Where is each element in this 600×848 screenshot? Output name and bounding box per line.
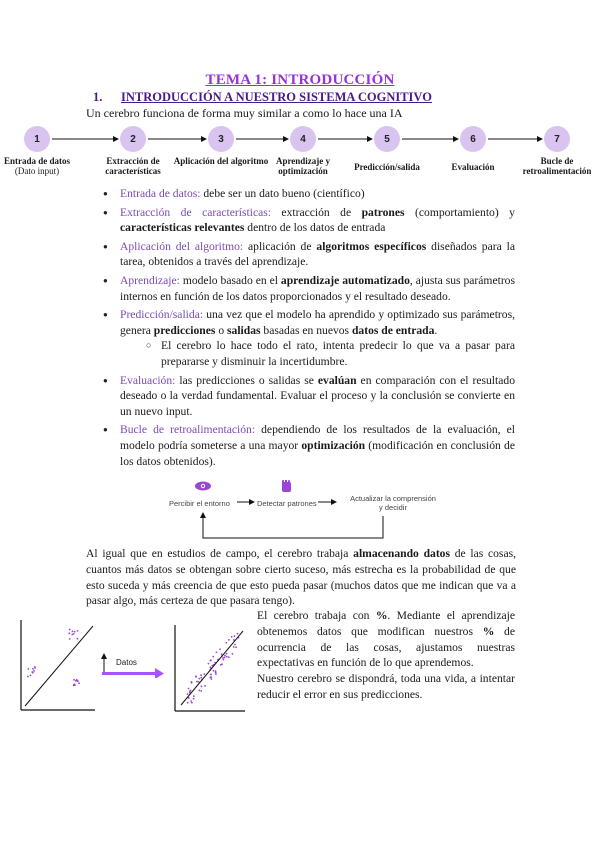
text: o — [215, 323, 228, 337]
step-circle-4: 4 — [290, 126, 316, 152]
keyword: algoritmos específicos — [316, 239, 427, 253]
section-heading — [93, 90, 432, 105]
scatter-dot — [191, 682, 193, 684]
step-label-7 — [509, 156, 600, 176]
scatter-dot — [196, 681, 198, 683]
scatter-dot — [189, 691, 191, 693]
text: una vez que el modelo ha aprendido y optimizado sus parámetros, genera — [120, 308, 515, 337]
scatter-dot — [216, 651, 218, 653]
keyword: aprendizaje automatizado — [280, 273, 410, 287]
scatter-dot — [198, 678, 200, 680]
scatter-dot — [31, 671, 33, 673]
scatter-dot — [69, 638, 71, 640]
step-circle-5: 5 — [374, 126, 400, 152]
scatter-dot — [237, 633, 239, 635]
scatter-dot — [208, 663, 210, 665]
scatter-dot — [195, 675, 197, 677]
text: dentro de los datos de entrada — [244, 221, 386, 235]
scatter-dot — [210, 678, 212, 680]
scatter-dot — [225, 642, 227, 644]
scatter-dot — [203, 673, 205, 675]
list-item — [103, 239, 515, 270]
scatter-dot — [201, 686, 203, 688]
text: modelo basado en el — [179, 273, 281, 287]
list-item — [103, 205, 515, 236]
scatter-dot — [215, 672, 217, 674]
section-number: 1. — [93, 90, 103, 104]
step-circle-2: 2 — [120, 126, 146, 152]
text: . Mediante el aprendizaje obtenemos datos que modifican nuestros — [257, 609, 515, 638]
scatter-dot — [33, 670, 35, 672]
step-label-1-sub: (Dato input) — [14, 166, 60, 176]
step-label-7-title: Bucle de retroalimentación — [522, 156, 592, 176]
keyword: % — [482, 624, 495, 638]
hand-icon — [282, 480, 291, 492]
scatter-dot — [231, 636, 233, 638]
scatter-dot — [188, 688, 190, 690]
scatter-dot — [226, 656, 228, 658]
text: debe ser un dato bueno (científico) — [200, 187, 365, 200]
term: Entrada de datos: — [120, 187, 201, 200]
flow-step-update-line1: Actualizar la comprensión — [350, 494, 436, 503]
text: dependiendo de los resultados de la evaluación, el modelo podría someterse a una mayor — [120, 423, 515, 452]
scatter-dot — [77, 680, 79, 682]
text: Al igual que en estudios de campo, el cerebro trabaja — [86, 547, 354, 560]
scatter-dot — [74, 631, 76, 633]
paragraph-data-storage — [86, 546, 516, 609]
scatter-dot — [200, 677, 202, 679]
scatter-many-data — [173, 625, 245, 713]
scatter-dot — [77, 630, 79, 632]
step-circle-1: 1 — [24, 126, 50, 152]
scatter-dot — [210, 674, 212, 676]
text: diseñados para la tarea, obtenidos a través del aprendizaje. — [120, 239, 515, 269]
scatter-dot — [198, 690, 200, 692]
scatter-dot — [193, 695, 195, 697]
scatter-dot — [187, 693, 189, 695]
scatter-dot — [226, 653, 228, 655]
list-item — [103, 273, 515, 304]
scatter-dot — [187, 702, 189, 704]
flow-step-perceive: Percibir el entorno — [169, 499, 230, 508]
keyword: datos de entrada — [351, 323, 435, 337]
flow-step-update-line2: y decidir — [379, 503, 407, 512]
step-label-1 — [0, 156, 85, 176]
scatter-dot — [73, 679, 75, 681]
keyword: optimización — [301, 438, 366, 452]
paragraph-percent — [257, 608, 515, 703]
scatter-dot — [219, 648, 221, 650]
text: las predicciones o salidas se — [175, 373, 318, 387]
scatter-dot — [228, 656, 230, 658]
section-heading-text: INTRODUCCIÓN A NUESTRO SISTEMA COGNITIVO — [121, 90, 432, 104]
scatter-dot — [224, 655, 226, 657]
scatter-dot — [71, 634, 73, 636]
steps-explanation-list — [103, 186, 515, 472]
step-label-5 — [339, 162, 435, 172]
list-item — [103, 307, 515, 369]
list-item — [103, 186, 515, 202]
scatter-dot — [27, 676, 29, 678]
scatter-dot — [74, 684, 76, 686]
step-label-6 — [425, 162, 521, 172]
step-circle-6: 6 — [460, 126, 486, 152]
text: (modificación en conclusión de los datos obtenidos). — [120, 438, 515, 468]
text: . — [434, 323, 438, 337]
step-circle-3: 3 — [208, 126, 234, 152]
scatter-dot — [234, 644, 236, 646]
step-label-3-title: Aplicación del algoritmo — [173, 156, 269, 166]
scatter-dot — [78, 682, 80, 684]
scatter-dot — [222, 659, 224, 661]
scatter-dot — [212, 656, 214, 658]
scatter-dot — [204, 685, 206, 687]
scatter-dot — [190, 700, 192, 702]
scatter-dot — [224, 657, 226, 659]
term: Aprendizaje: — [120, 273, 180, 287]
step-label-4 — [255, 156, 351, 176]
keyword: % — [375, 609, 388, 622]
scatter-dot — [235, 646, 237, 648]
text: basadas en nuevos — [260, 323, 352, 337]
scatter-dot — [69, 629, 71, 631]
scatter-dot — [198, 681, 200, 683]
keyword: características relevantes — [120, 221, 245, 235]
text: de ocurrencia de las cosas, ajustamos nuestras expectativas en función de lo que aprendemos. — [257, 624, 515, 670]
step-label-1-title: Entrada de datos — [3, 156, 70, 166]
scatter-dot — [232, 653, 234, 655]
text: (comportamiento) y — [404, 205, 515, 219]
datos-label: Datos — [116, 658, 137, 667]
intro-text: Un cerebro funciona de forma muy similar a como lo hace una IA — [86, 106, 403, 120]
text: en comparación con el resultado deseado o la verdad fundamental. Evaluar el proceso y la conclusión se convierte en un nuevo input. — [120, 373, 515, 418]
sub-list — [120, 338, 515, 369]
scatter-dot — [228, 639, 230, 641]
step-circle-7: 7 — [544, 126, 570, 152]
keyword: salidas — [227, 323, 261, 337]
text: de las cosas, cuantos más datos se obtengan sobre cierto suceso, más estrecha es la probabilidad de que esto suceda y más creencia de que esto pueda pasar (muchos datos que me indican que va a pasar algo, más certeza de que pasara tengo). — [86, 547, 516, 608]
scatter-dot — [234, 635, 236, 637]
term: Predicción/salida: — [120, 308, 204, 322]
step-label-4-title: Aprendizaje y optimización — [275, 156, 331, 176]
keyword: evalúan — [317, 373, 357, 387]
scatter-dot — [213, 670, 215, 672]
scatter-dot — [209, 666, 211, 668]
scatter-dot — [215, 673, 217, 675]
step-label-5-title: Predicción/salida — [354, 162, 420, 172]
text: aplicación de — [243, 239, 317, 253]
scatter-dot — [200, 674, 202, 676]
eye-icon — [195, 482, 211, 491]
scatter-dot — [76, 638, 78, 640]
scatter-dot — [27, 668, 29, 670]
scatter-dot — [193, 698, 195, 700]
scatter-dot — [191, 702, 193, 704]
list-item — [103, 373, 515, 420]
term: Evaluación: — [120, 373, 176, 387]
term: Aplicación del algoritmo: — [120, 239, 244, 253]
scatter-dot — [221, 653, 223, 655]
scatter-dot — [233, 646, 235, 648]
keyword: patrones — [361, 205, 405, 219]
text: extracción de — [270, 205, 362, 219]
sub-list-item: ○ El cerebro lo hace todo el rato, intenta predecir lo que va a pasar para prepararse y disminuir la incertidumbre. — [146, 338, 515, 369]
text: , ajusta sus parámetros internos en función de los datos proporcionados y el resultado deseado. — [120, 273, 515, 303]
step-label-6-title: Evaluación — [451, 162, 495, 172]
scatter-dot — [210, 660, 212, 662]
scatter-dot — [68, 633, 70, 635]
scatter-dot — [32, 668, 34, 670]
scatter-dot — [220, 664, 222, 666]
scatter-dot — [210, 676, 212, 678]
scatter-dot — [200, 690, 202, 692]
step-label-2 — [85, 156, 181, 176]
scatter-dot — [72, 630, 74, 632]
flow-step-detect: Detectar patrones — [257, 499, 317, 508]
list-item — [103, 422, 515, 469]
text: El cerebro trabaja con — [257, 609, 376, 622]
scatter-dot — [34, 667, 36, 669]
text: Nuestro cerebro se dispondrá, toda una vida, a intentar reducir el error en sus predicciones. — [257, 672, 515, 701]
term: Extracción de características: — [120, 205, 271, 219]
step-label-2-title: Extracción de características — [105, 156, 161, 176]
scatter-dot — [30, 674, 32, 676]
scatter-few-data — [19, 620, 95, 712]
keyword: almacenando datos — [353, 547, 450, 560]
keyword: predicciones — [153, 323, 216, 337]
page-title: TEMA 1: INTRODUCCIÓN — [205, 72, 395, 88]
flow-step-update — [343, 494, 443, 512]
term: Bucle de retroalimentación: — [120, 423, 256, 437]
scatter-dot — [188, 697, 190, 699]
